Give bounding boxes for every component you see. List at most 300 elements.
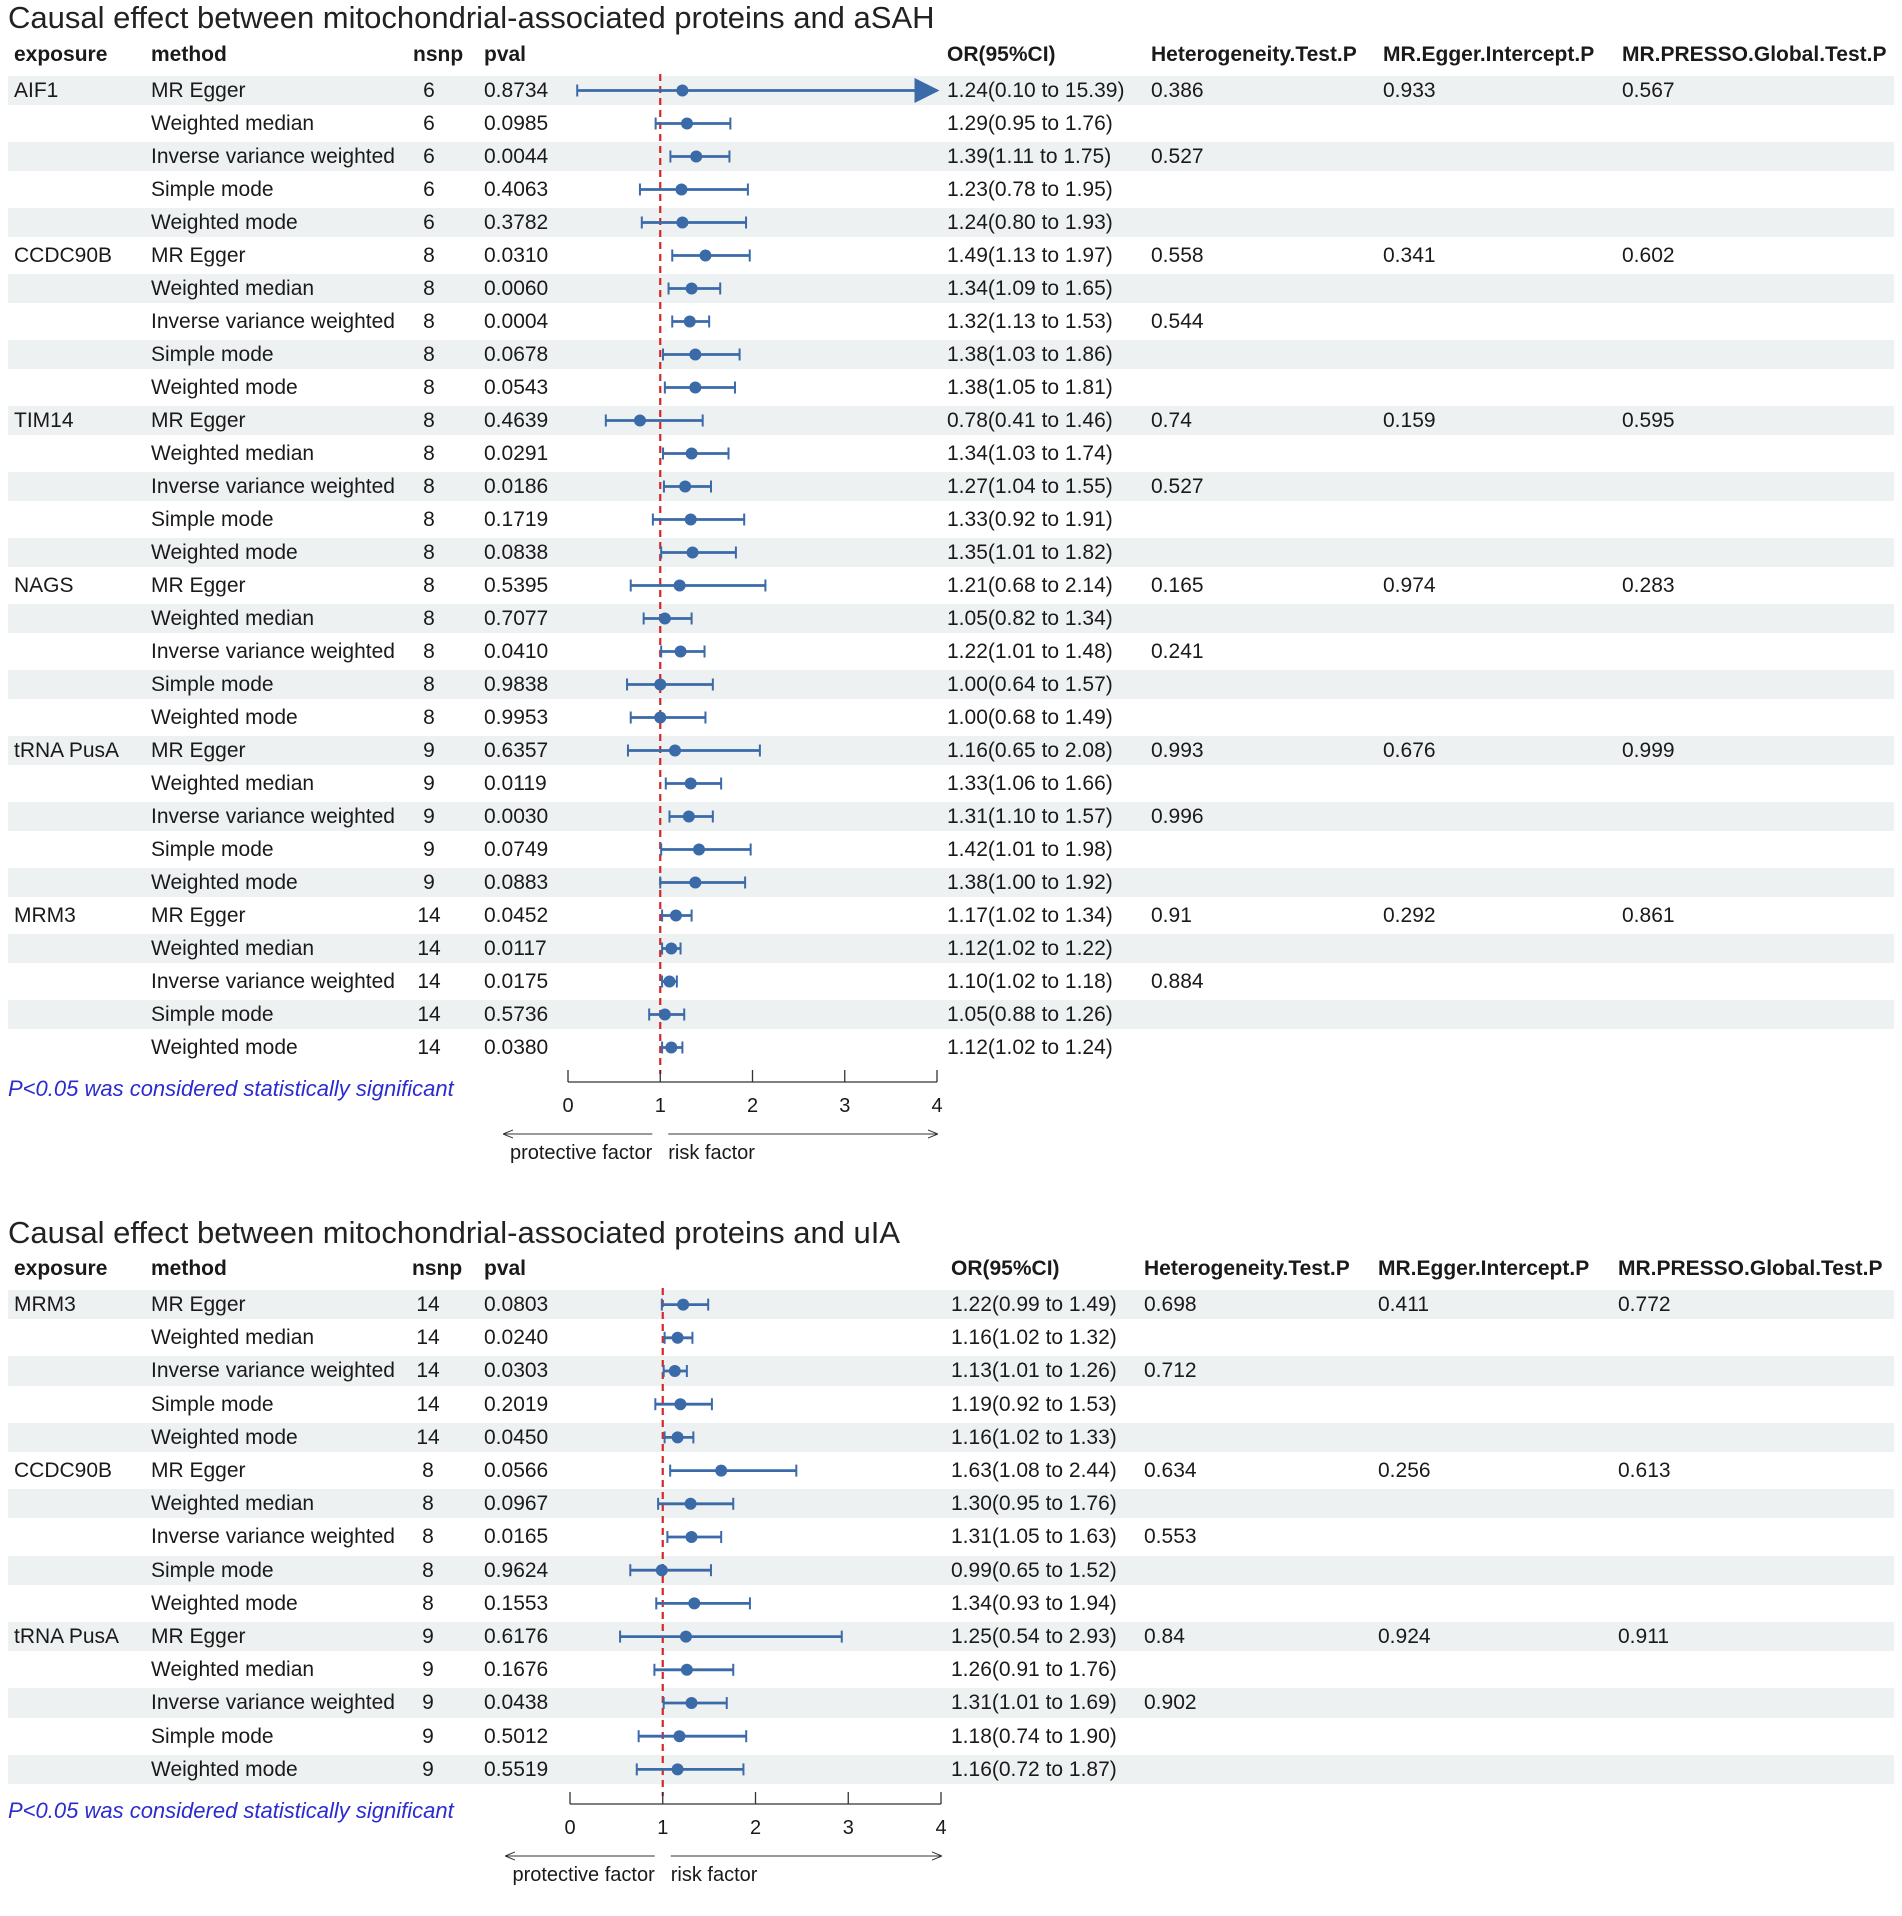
cell-or: 1.33(1.06 to 1.66) (947, 772, 1113, 795)
cell-het: 0.91 (1151, 904, 1192, 927)
or-point (656, 1564, 668, 1576)
cell-method: Inverse variance weighted (151, 805, 395, 828)
cell-or: 1.34(1.09 to 1.65) (947, 277, 1113, 300)
cell-method: Simple mode (151, 1558, 274, 1582)
cell-nsnp: 8 (423, 310, 435, 333)
or-point (674, 580, 686, 592)
cell-method: Weighted median (151, 1658, 315, 1682)
or-point (669, 745, 681, 757)
cell-egger: 0.676 (1383, 739, 1436, 762)
column-header-nsnp: nsnp (413, 43, 464, 66)
or-point (677, 1299, 689, 1311)
cell-pval: 0.5012 (484, 1724, 549, 1748)
cell-or: 1.16(0.65 to 2.08) (947, 739, 1113, 762)
cell-presso: 0.595 (1622, 409, 1675, 432)
cell-exposure: CCDC90B (14, 244, 113, 267)
cell-het: 0.386 (1151, 79, 1204, 102)
cell-pval: 0.8734 (484, 79, 549, 102)
cell-or: 1.17(1.02 to 1.34) (947, 904, 1113, 927)
x-tick-label: 0 (562, 1095, 574, 1117)
cell-nsnp: 14 (416, 1359, 440, 1383)
cell-nsnp: 14 (416, 1392, 440, 1416)
cell-or: 1.38(1.05 to 1.81) (947, 376, 1113, 399)
cell-or: 1.34(0.93 to 1.94) (951, 1591, 1117, 1615)
or-point (684, 316, 696, 328)
or-point (672, 1332, 684, 1344)
cell-or: 1.34(1.03 to 1.74) (947, 442, 1113, 465)
cell-or: 1.39(1.11 to 1.75) (947, 145, 1112, 168)
cell-het: 0.993 (1151, 739, 1204, 762)
cell-nsnp: 6 (423, 79, 435, 102)
column-header-presso: MR.PRESSO.Global.Test.P (1622, 43, 1887, 66)
cell-pval: 0.0186 (484, 475, 549, 498)
cell-or: 1.31(1.05 to 1.63) (951, 1525, 1117, 1549)
cell-method: Simple mode (151, 178, 274, 201)
cell-pval: 0.0678 (484, 343, 549, 366)
cell-nsnp: 8 (423, 574, 435, 597)
or-point (654, 712, 666, 724)
cell-method: Weighted median (151, 607, 315, 630)
cell-method: Inverse variance weighted (151, 640, 395, 663)
or-point (676, 85, 688, 97)
cell-pval: 0.5519 (484, 1757, 549, 1781)
cell-nsnp: 8 (422, 1558, 434, 1582)
cell-or: 0.78(0.41 to 1.46) (947, 409, 1113, 432)
cell-het: 0.712 (1144, 1359, 1197, 1383)
cell-pval: 0.6176 (484, 1625, 549, 1648)
cell-method: Simple mode (151, 508, 274, 531)
cell-or: 1.18(0.74 to 1.90) (951, 1724, 1117, 1748)
cell-pval: 0.0410 (484, 640, 549, 663)
or-point (686, 1697, 698, 1709)
x-tick-label: 1 (657, 1817, 669, 1839)
or-point (672, 1763, 684, 1775)
cell-method: Weighted mode (151, 1757, 298, 1781)
cell-method: MR Egger (151, 1293, 246, 1316)
cell-method: Simple mode (151, 343, 274, 366)
cell-or: 1.22(0.99 to 1.49) (951, 1293, 1117, 1316)
column-header-pval: pval (484, 1257, 527, 1280)
cell-or: 1.13(1.01 to 1.26) (951, 1359, 1117, 1383)
cell-nsnp: 9 (422, 1724, 434, 1748)
cell-method: Inverse variance weighted (151, 145, 395, 168)
or-point (685, 778, 697, 790)
cell-nsnp: 8 (422, 1525, 434, 1549)
cell-nsnp: 9 (423, 871, 435, 894)
cell-presso: 0.772 (1618, 1293, 1671, 1316)
or-point (654, 679, 666, 691)
cell-nsnp: 8 (423, 673, 435, 696)
cell-pval: 0.0117 (484, 937, 547, 960)
cell-pval: 0.0438 (484, 1691, 549, 1715)
cell-presso: 0.567 (1622, 79, 1675, 102)
cell-or: 1.12(1.02 to 1.22) (947, 937, 1113, 960)
cell-method: MR Egger (151, 739, 246, 762)
cell-het: 0.84 (1144, 1625, 1185, 1648)
cell-pval: 0.5395 (484, 574, 549, 597)
cell-pval: 0.0450 (484, 1425, 549, 1449)
cell-method: Inverse variance weighted (151, 1691, 395, 1715)
chart-title: Causal effect between mitochondrial-associated proteins and uIA (8, 1215, 901, 1250)
column-header-exposure: exposure (14, 1257, 108, 1280)
cell-method: Weighted median (151, 1326, 315, 1350)
or-point (680, 1631, 692, 1643)
cell-exposure: MRM3 (14, 1293, 76, 1316)
cell-or: 1.42(1.01 to 1.98) (947, 838, 1113, 861)
cell-pval: 0.0240 (484, 1326, 549, 1350)
x-tick-label: 4 (931, 1095, 943, 1117)
cell-nsnp: 8 (423, 376, 435, 399)
cell-method: MR Egger (151, 1625, 246, 1648)
cell-method: Weighted mode (151, 376, 298, 399)
cell-pval: 0.0310 (484, 244, 549, 267)
cell-pval: 0.0803 (484, 1293, 549, 1316)
cell-method: Weighted median (151, 277, 315, 300)
or-point (690, 151, 702, 163)
or-point (687, 547, 699, 559)
cell-nsnp: 8 (423, 343, 435, 366)
cell-nsnp: 8 (423, 508, 435, 531)
cell-method: Inverse variance weighted (151, 310, 395, 333)
or-point (686, 283, 698, 295)
cell-method: Inverse variance weighted (151, 1359, 395, 1383)
cell-pval: 0.0749 (484, 838, 549, 861)
cell-method: MR Egger (151, 409, 246, 432)
cell-pval: 0.0044 (484, 145, 549, 168)
cell-nsnp: 8 (423, 541, 435, 564)
cell-pval: 0.5736 (484, 1003, 549, 1026)
cell-method: MR Egger (151, 244, 246, 267)
cell-exposure: tRNA PusA (14, 739, 120, 762)
cell-nsnp: 14 (417, 1036, 441, 1059)
cell-method: Simple mode (151, 1724, 274, 1748)
cell-pval: 0.0985 (484, 112, 549, 135)
or-point (659, 613, 671, 625)
cell-method: Weighted mode (151, 211, 298, 234)
cell-method: Weighted mode (151, 1591, 298, 1615)
cell-method: Weighted median (151, 1492, 315, 1516)
protective-factor-label: protective factor (512, 1864, 655, 1886)
cell-egger: 0.974 (1383, 574, 1436, 597)
column-header-egger: MR.Egger.Intercept.P (1378, 1257, 1590, 1280)
cell-egger: 0.411 (1378, 1293, 1429, 1316)
cell-exposure: NAGS (14, 574, 74, 597)
or-point (683, 811, 695, 823)
cell-het: 0.553 (1144, 1525, 1197, 1549)
column-header-presso: MR.PRESSO.Global.Test.P (1618, 1257, 1883, 1280)
column-header-het: Heterogeneity.Test.P (1144, 1257, 1350, 1280)
cell-pval: 0.3782 (484, 211, 549, 234)
cell-het: 0.996 (1151, 805, 1204, 828)
cell-or: 0.99(0.65 to 1.52) (951, 1558, 1117, 1582)
cell-or: 1.63(1.08 to 2.44) (951, 1459, 1117, 1482)
cell-method: Weighted mode (151, 706, 298, 729)
x-tick-label: 3 (839, 1095, 851, 1117)
cell-or: 1.21(0.68 to 2.14) (947, 574, 1113, 597)
cell-method: Weighted mode (151, 1036, 298, 1059)
or-point (688, 1597, 700, 1609)
cell-presso: 0.613 (1618, 1459, 1671, 1482)
cell-pval: 0.0060 (484, 277, 549, 300)
cell-method: Weighted median (151, 772, 315, 795)
cell-pval: 0.0119 (484, 772, 547, 795)
or-point (672, 1431, 684, 1443)
cell-or: 1.16(1.02 to 1.33) (951, 1425, 1117, 1449)
cell-pval: 0.0967 (484, 1492, 549, 1516)
cell-presso: 0.283 (1622, 574, 1675, 597)
cell-or: 1.26(0.91 to 1.76) (951, 1658, 1117, 1682)
cell-nsnp: 6 (423, 112, 435, 135)
cell-or: 1.49(1.13 to 1.97) (947, 244, 1113, 267)
cell-nsnp: 8 (423, 244, 435, 267)
cell-or: 1.22(1.01 to 1.48) (947, 640, 1113, 663)
cell-pval: 0.0165 (484, 1525, 549, 1549)
cell-method: Weighted mode (151, 1425, 298, 1449)
or-point (634, 415, 646, 427)
cell-presso: 0.602 (1622, 244, 1675, 267)
cell-het: 0.902 (1144, 1691, 1197, 1715)
cell-pval: 0.0838 (484, 541, 549, 564)
x-tick-label: 2 (746, 1095, 759, 1117)
column-header-method: method (151, 1257, 227, 1280)
cell-pval: 0.9624 (484, 1558, 549, 1582)
cell-or: 1.12(1.02 to 1.24) (947, 1036, 1113, 1059)
cell-egger: 0.256 (1378, 1459, 1431, 1482)
cell-or: 1.35(1.01 to 1.82) (947, 541, 1113, 564)
or-point (670, 910, 682, 922)
cell-pval: 0.6357 (484, 739, 549, 762)
column-header-method: method (151, 43, 227, 66)
cell-nsnp: 9 (422, 1658, 434, 1682)
cell-het: 0.698 (1144, 1293, 1197, 1316)
cell-pval: 0.0452 (484, 904, 549, 927)
cell-pval: 0.4639 (484, 409, 549, 432)
cell-or: 1.24(0.80 to 1.93) (947, 211, 1113, 234)
cell-nsnp: 14 (416, 1425, 440, 1449)
cell-or: 1.05(0.88 to 1.26) (947, 1003, 1113, 1026)
column-header-or: OR(95%CI) (951, 1257, 1060, 1280)
cell-method: MR Egger (151, 904, 246, 927)
cell-nsnp: 9 (423, 772, 435, 795)
cell-nsnp: 8 (423, 409, 435, 432)
or-point (674, 1398, 686, 1410)
significance-footnote: P<0.05 was considered statistically significant (8, 1798, 454, 1823)
cell-nsnp: 14 (416, 1326, 440, 1350)
or-point (675, 646, 687, 658)
cell-exposure: tRNA PusA (14, 1625, 120, 1648)
cell-nsnp: 14 (417, 1003, 441, 1026)
cell-nsnp: 9 (422, 1757, 434, 1781)
cell-pval: 0.0380 (484, 1036, 549, 1059)
cell-pval: 0.9838 (484, 673, 549, 696)
cell-or: 1.29(0.95 to 1.76) (947, 112, 1113, 135)
cell-nsnp: 8 (423, 607, 435, 630)
or-point (689, 382, 701, 394)
or-point (681, 1664, 693, 1676)
or-point (685, 514, 697, 526)
cell-egger: 0.933 (1383, 79, 1436, 102)
or-point (679, 481, 691, 493)
cell-nsnp: 6 (423, 145, 435, 168)
cell-method: Weighted median (151, 112, 315, 135)
cell-method: Weighted mode (151, 871, 298, 894)
cell-nsnp: 14 (417, 970, 441, 993)
cell-nsnp: 8 (423, 706, 435, 729)
cell-pval: 0.0543 (484, 376, 549, 399)
or-point (689, 349, 701, 361)
cell-or: 1.38(1.03 to 1.86) (947, 343, 1113, 366)
column-header-het: Heterogeneity.Test.P (1151, 43, 1357, 66)
cell-het: 0.544 (1151, 310, 1204, 333)
cell-het: 0.558 (1151, 244, 1204, 267)
or-point (669, 1365, 681, 1377)
or-point (715, 1465, 727, 1477)
x-tick-label: 0 (564, 1817, 576, 1839)
cell-het: 0.527 (1151, 475, 1204, 498)
cell-method: Weighted median (151, 937, 315, 960)
cell-or: 1.24(0.10 to 15.39) (947, 79, 1125, 102)
cell-method: Simple mode (151, 1392, 274, 1416)
cell-or: 1.38(1.00 to 1.92) (947, 871, 1113, 894)
cell-pval: 0.1719 (484, 508, 549, 531)
cell-het: 0.884 (1151, 970, 1204, 993)
column-header-exposure: exposure (14, 43, 108, 66)
cell-presso: 0.861 (1622, 904, 1675, 927)
or-point (693, 844, 705, 856)
column-header-egger: MR.Egger.Intercept.P (1383, 43, 1595, 66)
risk-factor-label: risk factor (668, 1142, 755, 1164)
cell-het: 0.241 (1151, 640, 1204, 663)
cell-pval: 0.1676 (484, 1658, 549, 1682)
cell-pval: 0.7077 (484, 607, 549, 630)
cell-het: 0.74 (1151, 409, 1192, 432)
column-header-or: OR(95%CI) (947, 43, 1056, 66)
cell-pval: 0.2019 (484, 1392, 549, 1416)
cell-or: 1.16(0.72 to 1.87) (951, 1757, 1117, 1781)
cell-exposure: MRM3 (14, 904, 76, 927)
cell-pval: 0.0291 (484, 442, 549, 465)
cell-or: 1.00(0.68 to 1.49) (947, 706, 1113, 729)
cell-nsnp: 9 (423, 838, 435, 861)
cell-egger: 0.292 (1383, 904, 1436, 927)
x-tick-label: 4 (935, 1817, 947, 1839)
protective-factor-label: protective factor (509, 1142, 653, 1164)
cell-method: MR Egger (151, 1459, 246, 1482)
or-point (699, 250, 711, 262)
significance-footnote: P<0.05 was considered statistically significant (8, 1076, 454, 1101)
or-point (689, 877, 701, 889)
cell-pval: 0.4063 (484, 178, 549, 201)
or-point (659, 1009, 671, 1021)
column-header-nsnp: nsnp (412, 1257, 463, 1280)
column-header-pval: pval (484, 43, 527, 66)
cell-presso: 0.911 (1618, 1625, 1669, 1648)
cell-pval: 0.1553 (484, 1591, 549, 1615)
cell-method: Simple mode (151, 1003, 274, 1026)
cell-or: 1.16(1.02 to 1.32) (951, 1326, 1117, 1350)
cell-nsnp: 9 (422, 1691, 434, 1715)
forest-panel-uia (0, 1215, 1902, 1916)
cell-nsnp: 8 (422, 1492, 434, 1516)
x-tick-label: 1 (654, 1095, 666, 1117)
cell-pval: 0.0303 (484, 1359, 549, 1383)
cell-nsnp: 9 (423, 739, 435, 762)
or-point (676, 217, 688, 229)
cell-het: 0.527 (1151, 145, 1204, 168)
cell-or: 1.30(0.95 to 1.76) (951, 1492, 1117, 1516)
cell-nsnp: 8 (423, 640, 435, 663)
cell-method: MR Egger (151, 574, 246, 597)
or-point (686, 448, 698, 460)
x-tick-label: 3 (842, 1817, 854, 1839)
cell-nsnp: 8 (422, 1591, 434, 1615)
cell-nsnp: 9 (422, 1625, 434, 1648)
cell-nsnp: 14 (416, 1293, 440, 1316)
cell-or: 1.05(0.82 to 1.34) (947, 607, 1113, 630)
cell-pval: 0.9953 (484, 706, 549, 729)
or-point (675, 184, 687, 196)
cell-or: 1.31(1.10 to 1.57) (947, 805, 1113, 828)
cell-or: 1.00(0.64 to 1.57) (947, 673, 1113, 696)
cell-nsnp: 8 (423, 442, 435, 465)
cell-nsnp: 14 (417, 937, 441, 960)
cell-het: 0.634 (1144, 1459, 1197, 1482)
cell-pval: 0.0004 (484, 310, 549, 333)
or-point (665, 943, 677, 955)
cell-or: 1.10(1.02 to 1.18) (947, 970, 1113, 993)
cell-or: 1.33(0.92 to 1.91) (947, 508, 1113, 531)
cell-or: 1.19(0.92 to 1.53) (951, 1392, 1117, 1416)
cell-nsnp: 8 (423, 475, 435, 498)
cell-egger: 0.341 (1383, 244, 1436, 267)
cell-or: 1.25(0.54 to 2.93) (951, 1625, 1117, 1648)
cell-method: Inverse variance weighted (151, 970, 395, 993)
risk-factor-label: risk factor (670, 1864, 758, 1886)
cell-pval: 0.0030 (484, 805, 549, 828)
cell-method: Weighted median (151, 442, 315, 465)
or-point (665, 1042, 677, 1054)
cell-nsnp: 14 (417, 904, 441, 927)
or-point (686, 1531, 698, 1543)
cell-nsnp: 6 (423, 211, 435, 234)
cell-nsnp: 8 (423, 277, 435, 300)
cell-exposure: TIM14 (14, 409, 74, 432)
cell-nsnp: 8 (422, 1459, 434, 1482)
cell-or: 1.32(1.13 to 1.53) (947, 310, 1113, 333)
or-point (685, 1498, 697, 1510)
cell-method: Simple mode (151, 673, 274, 696)
or-point (663, 976, 675, 988)
cell-method: Simple mode (151, 838, 274, 861)
or-point (673, 1730, 685, 1742)
cell-pval: 0.0175 (484, 970, 549, 993)
cell-method: Inverse variance weighted (151, 1525, 395, 1549)
cell-exposure: CCDC90B (14, 1459, 113, 1482)
cell-pval: 0.0566 (484, 1459, 549, 1482)
cell-method: MR Egger (151, 79, 246, 102)
cell-or: 1.31(1.01 to 1.69) (951, 1691, 1117, 1715)
cell-nsnp: 6 (423, 178, 435, 201)
cell-method: Weighted mode (151, 541, 298, 564)
cell-het: 0.165 (1151, 574, 1204, 597)
cell-egger: 0.159 (1383, 409, 1436, 432)
cell-egger: 0.924 (1378, 1625, 1431, 1648)
cell-nsnp: 9 (423, 805, 435, 828)
cell-pval: 0.0883 (484, 871, 549, 894)
or-point (681, 118, 693, 130)
cell-or: 1.23(0.78 to 1.95) (947, 178, 1113, 201)
cell-presso: 0.999 (1622, 739, 1675, 762)
